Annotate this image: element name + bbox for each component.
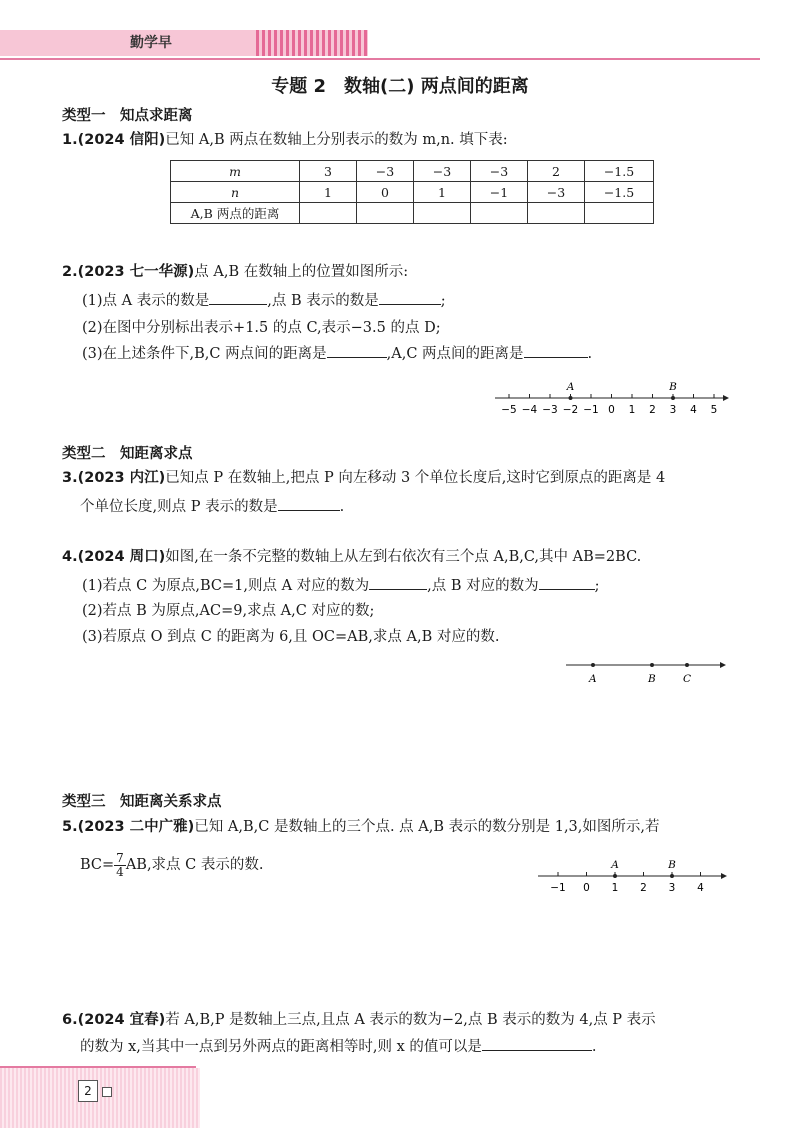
point-b [671,396,675,400]
q1-text: 已知 A,B 两点在数轴上分别表示的数为 m,n. 填下表: [165,132,508,148]
q1-row-label-m: m [171,161,300,182]
point-label-b: B [648,673,656,685]
question-6 [62,1010,656,1030]
q4-part-1: (1)若点 C 为原点,BC=1,则点 A 对应的数为 ,点 B 对应的数为 ; [82,575,600,596]
axis-tick-label: 1 [611,882,619,894]
axis-tick-label: 1 [628,404,636,416]
q2-part-2: (2)在图中分别标出表示+1.5 的点 C,表示−3.5 的点 D; [82,320,441,336]
q5-number-line [534,852,730,898]
q2-source: (2023 七一华源) [77,264,195,280]
q2-blank-b[interactable] [379,290,441,305]
axis-tick-label: 0 [608,404,615,416]
q4-part-2: (2)若点 B 为原点,AC=9,求点 A,C 对应的数; [82,603,375,619]
q1-number: 1. [62,132,78,148]
axis-tick-label: −1 [583,404,599,416]
question-2 [62,262,408,282]
axis-arrow [723,395,729,401]
q2-number: 2. [62,264,78,280]
axis-tick-label: 5 [710,404,718,416]
axis-tick-label: 3 [669,404,677,416]
point-a [591,663,595,667]
q3-number: 3. [62,470,78,486]
q3-blank[interactable] [278,496,340,511]
q6-number: 6. [62,1012,78,1028]
point-b [650,663,654,667]
q1-cell: −1.5 [585,161,654,182]
q1-cell: −1 [471,182,528,203]
q1-cell: −3 [471,161,528,182]
axis-tick-label: −2 [562,404,579,416]
point-c [685,663,689,667]
q3-line-1: 已知点 P 在数轴上,把点 P 向左移动 3 个单位长度后,这时它到原点的距离是 4 [165,470,666,486]
q1-answer-cell[interactable] [471,203,528,224]
q1-answer-cell[interactable] [528,203,585,224]
q1-cell: 1 [300,182,357,203]
axis-tick-label: 4 [697,882,704,894]
axis-arrow [721,873,727,879]
axis-tick-label: 3 [668,882,676,894]
q1-row-label-distance: A,B 两点的距离 [171,203,300,224]
axis-tick-label: −1 [550,882,566,894]
axis-tick-label: 2 [649,404,656,416]
q4-source: (2024 周口) [77,549,166,565]
q4-text: 如图,在一条不完整的数轴上从左到右依次有三个点 A,B,C,其中 AB=2BC. [165,549,642,565]
section-heading-1: 类型一 知点求距离 [62,108,193,124]
q1-cell: −3 [528,182,585,203]
q1-row-n [171,182,654,203]
point-label-b: B [668,859,676,871]
page-marker-box [102,1087,112,1097]
q1-answer-cell[interactable] [357,203,414,224]
q2-blank-d[interactable] [524,343,588,358]
q1-answer-cell[interactable] [300,203,357,224]
q1-cell: 0 [357,182,414,203]
q3-source: (2023 内江) [77,470,166,486]
axis-tick-label: 4 [690,404,697,416]
point-label-a: A [589,673,597,685]
q2-part-1: (1)点 A 表示的数是 ,点 B 表示的数是 ; [82,290,446,311]
q4-number: 4. [62,549,78,565]
question-5 [62,817,660,837]
q1-cell: 1 [414,182,471,203]
q6-line-1: 若 A,B,P 是数轴上三点,且点 A 表示的数为−2,点 B 表示的数为 4,点 P 表示 [165,1012,656,1028]
section-heading-3: 类型三 知距离关系求点 [62,794,222,810]
page-title: 专题 2 数轴(二) 两点间的距离 [271,76,529,97]
q1-cell: 3 [300,161,357,182]
point-a [569,396,573,400]
axis-arrow [720,662,726,668]
q1-answer-cell[interactable] [585,203,654,224]
axis-tick-label: 0 [583,882,590,894]
question-1 [62,130,508,150]
axis-tick-label: −5 [501,404,517,416]
q1-row-m [171,161,654,182]
point-a [613,874,617,878]
q2-text: 点 A,B 在数轴上的位置如图所示: [194,264,409,280]
q6-blank[interactable] [482,1036,592,1051]
footer-band [0,1068,200,1128]
q1-row-label-n: n [171,182,300,203]
q5-fraction: $\frac{7}{4}$ [116,850,124,879]
point-label-a: A [611,859,619,871]
q4-number-line [560,654,730,686]
q1-table [170,160,654,224]
header-rule [0,58,760,60]
q5-source: (2023 二中广雅) [77,819,195,835]
q2-blank-c[interactable] [327,343,387,358]
q1-source: (2024 信阳) [77,132,166,148]
axis-tick-label: −3 [542,404,558,416]
q1-cell: −1.5 [585,182,654,203]
q2-number-line [490,372,730,418]
q2-part-3: (3)在上述条件下,B,C 两点间的距离是 ,A,C 两点间的距离是 . [82,343,592,364]
point-label-a: A [566,381,575,393]
point-b [670,874,674,878]
q1-cell: 2 [528,161,585,182]
header-stripes [256,30,368,56]
q1-row-distance [171,203,654,224]
q1-cell: −3 [414,161,471,182]
q6-source: (2024 宜春) [77,1012,166,1028]
point-label-b: B [669,381,677,393]
question-3 [62,468,665,488]
q5-line-2: BC= $\frac{7}{4}$ AB,求点 C 表示的数. [80,850,264,879]
q5-number: 5. [62,819,78,835]
q2-blank-a[interactable] [209,290,267,305]
q3-line-2: 个单位长度,则点 P 表示的数是 . [80,496,344,517]
header-label: 勤学早 [130,35,172,51]
q5-line-1: 已知 A,B,C 是数轴上的三个点. 点 A,B 表示的数分别是 1,3,如图所示,若 [194,819,660,835]
question-4 [62,547,641,567]
q1-cell: −3 [357,161,414,182]
section-heading-2: 类型二 知距离求点 [62,446,193,462]
q1-answer-cell[interactable] [414,203,471,224]
point-label-c: C [683,673,692,685]
page-number: 2 [78,1080,98,1102]
axis-tick-label: 2 [640,882,647,894]
q6-line-2: 的数为 x,当其中一点到另外两点的距离相等时,则 x 的值可以是 . [80,1036,597,1057]
q4-blank-a[interactable] [369,575,427,590]
q4-part-3: (3)若原点 O 到点 C 的距离为 6,且 OC=AB,求点 A,B 对应的数. [82,629,500,645]
q4-blank-b[interactable] [539,575,595,590]
axis-tick-label: −4 [521,404,538,416]
